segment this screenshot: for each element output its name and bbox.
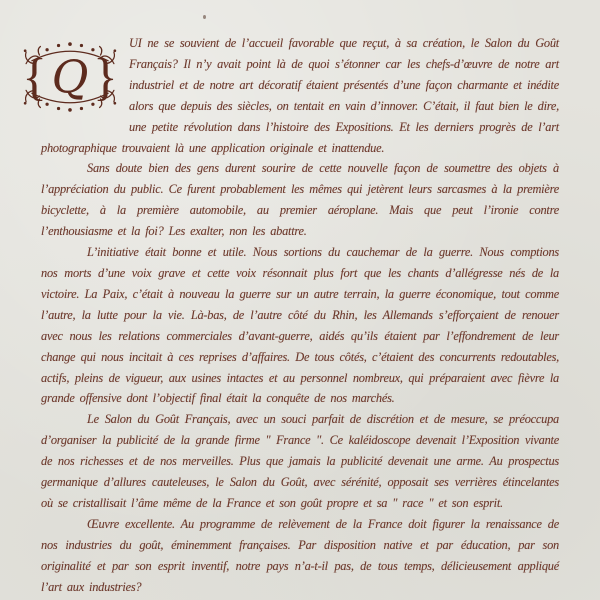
- drop-cap-ornament: [20, 35, 120, 119]
- paragraph-opening: UI ne se souvient de l’accueil favorable que reçut, à sa création, le Salon du Goût Français? Il n’y avait point là de quoi s’étonner car les chefs-d’œuvre de notre art industriel et de notre art décoratif étaient présentés d’une façon charmante et inédite alors que depuis des siècles, on tentait en vain d’innover. C’était, il faut bien le dire, une petite révolution dans l’histoire des Expositions. Et les derniers progrès de l’art photographique trouvaient là une application originale et inattendue.: [41, 36, 559, 155]
- right-brace-ornament: }: [92, 49, 118, 107]
- paper-speck: [203, 15, 206, 19]
- paragraph-sans-doute: Sans doute bien des gens durent sourire de cette nouvelle façon de soumettre des objets à l’appréciation du public. Ce furent probablement les mêmes qui jetèrent leurs sarcasmes à la première bicyclette, à la première automobile, au premier aéroplane. Mais que peut l’ironie contre l’enthousiasme et la foi? Les exalter, non les abattre.: [41, 161, 559, 239]
- paragraph-initiative: L’initiative était bonne et utile. Nous sortions du cauchemar de la guerre. Nous comptions nos morts d’une voix grave et cette voix résonnait plus fort que les chants d’allégresse nés de la victoire. La Paix, c’était à nouveau la guerre sur un autre terrain, la guerre économique, tout comme l’autre, la lutte pour la vie. Là-bas, de l’autre côté du Rhin, les Allemands s’efforçaient de renouer avec nous les relations commerciales d’avant-guerre, aidés qu’ils étaient par l’effondrement de leur change qui nous incitait à ces reprises d’affaires. De tous côtés, c’étaient des concurrents redoutables, actifs, pleins de vigueur, aux usines intactes et au personnel nombreux, qui préparaient avec fièvre la grande offensive dont l’objectif final était la conquête de nos marchés.: [41, 245, 559, 406]
- left-brace-ornament: {: [22, 49, 48, 107]
- drop-cap-letter: Q: [51, 50, 89, 104]
- drop-cap-frame-icon: [20, 35, 120, 119]
- paragraph-oeuvre-excellente: Œuvre excellente. Au programme de relèvement de la France doit figurer la renaissance de nos industries du goût, éminemment françaises. Par disposition native et par éducation, par son originalité et par son esprit inventif, notre pays n’a-t-il pas, de tous temps, délicieusement appliqué l’art aux industries?: [41, 516, 559, 594]
- paragraph-salon-publicite: Le Salon du Goût Français, avec un souci parfait de discrétion et de mesure, se préoccupa d’organiser la publicité de la grande firme " France ". Ce kaléidoscope devenait l’Exposition vivante de nos richesses et de nos merveilles. Plus que jamais la publicité devenait une arme. Au prospectus germanique d’allures cauteleuses, le Salon du Goût, avec sérénité, opposait ses verrières étincelantes où se cristallisait l’âme même de la France et son goût propre et sa " race " et son esprit.: [41, 412, 559, 510]
